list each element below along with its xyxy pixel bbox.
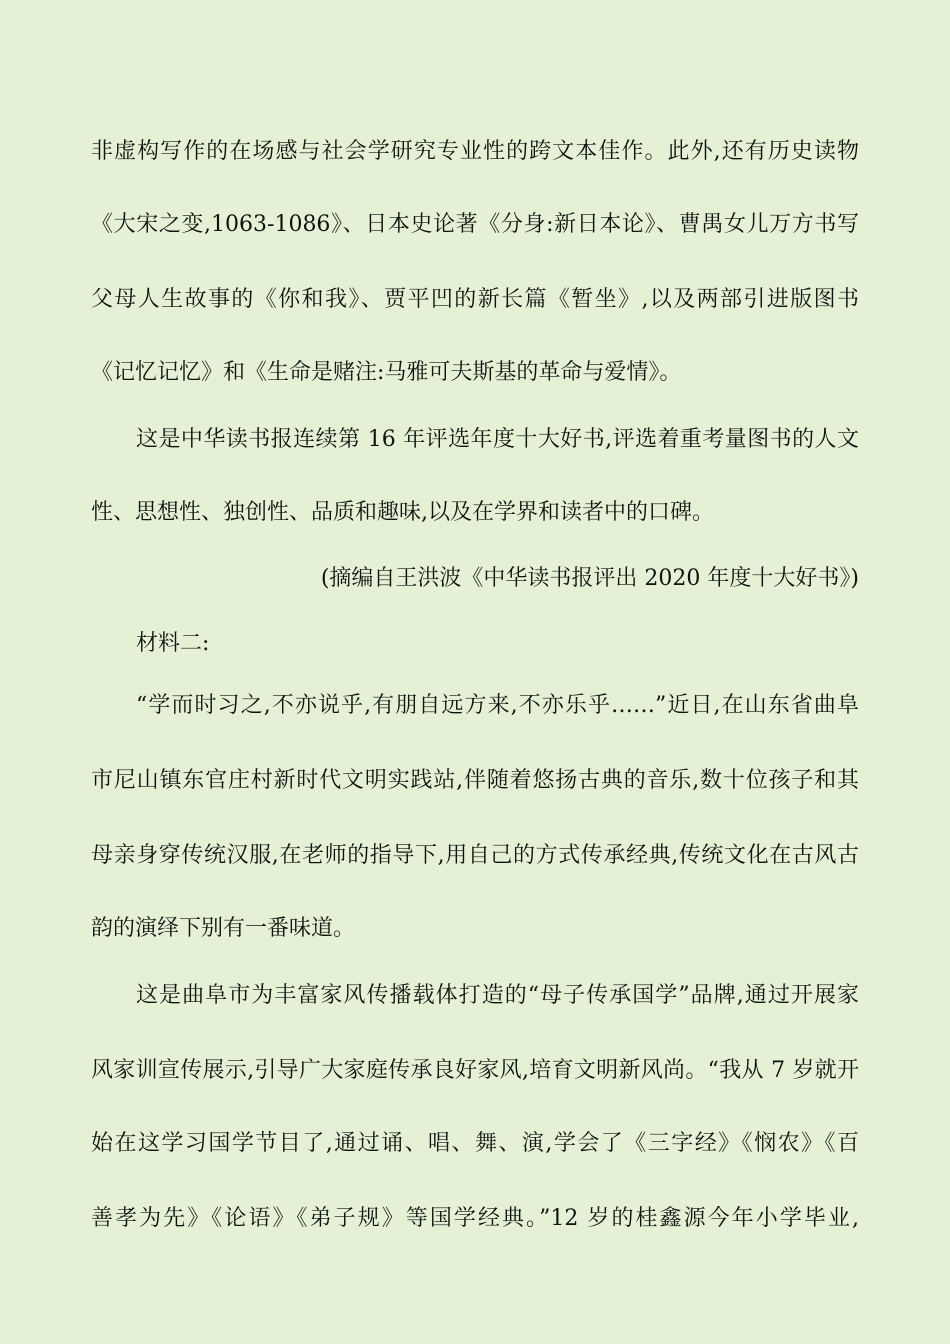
paragraph-3-line-4: 韵的演绎下别有一番味道。 [91, 916, 356, 941]
paragraph-3-line-1: “学而时习之,不亦说乎,有朋自远方来,不亦乐乎……”近日,在山东省曲阜 [136, 693, 859, 718]
material-2-heading: 材料二: [136, 631, 210, 656]
paragraph-4-line-3: 始在这学习国学节目了,通过诵、唱、舞、演,学会了《三字经》《悯农》《百 [91, 1131, 859, 1156]
paragraph-4-line-4: 善孝为先》《论语》《弟子规》等国学经典。”12 岁的桂鑫源今年小学毕业, [91, 1206, 859, 1231]
paragraph-2-line-1: 这是中华读书报连续第 16 年评选年度十大好书,评选着重考量图书的人文 [136, 427, 859, 452]
paragraph-1-line-4: 《记忆记忆》和《生命是赌注:马雅可夫斯基的革命与爱情》。 [91, 360, 682, 385]
paragraph-2-line-2: 性、思想性、独创性、品质和趣味,以及在学界和读者中的口碑。 [91, 500, 714, 525]
paragraph-3-line-3: 母亲身穿传统汉服,在老师的指导下,用自己的方式传承经典,传统文化在古风古 [91, 843, 859, 868]
paragraph-4-line-2: 风家训宣传展示,引导广大家庭传承良好家风,培育文明新风尚。“我从 7 岁就开 [91, 1058, 859, 1083]
paragraph-1-line-2: 《大宋之变,1063-1086》、日本史论著《分身:新日本论》、曹禺女儿万方书写 [91, 212, 859, 237]
paragraph-1-line-3: 父母人生故事的《你和我》、贾平凹的新长篇《暂坐》,以及两部引进版图书 [91, 287, 859, 312]
paragraph-1-line-1: 非虚构写作的在场感与社会学研究专业性的跨文本佳作。此外,还有历史读物 [91, 139, 859, 164]
paragraph-3-line-2: 市尼山镇东官庄村新时代文明实践站,伴随着悠扬古典的音乐,数十位孩子和其 [91, 768, 859, 793]
paragraph-4-line-1: 这是曲阜市为丰富家风传播载体打造的“母子传承国学”品牌,通过开展家 [136, 983, 859, 1008]
source-citation: (摘编自王洪波《中华读书报评出 2020 年度十大好书》) [320, 566, 859, 591]
